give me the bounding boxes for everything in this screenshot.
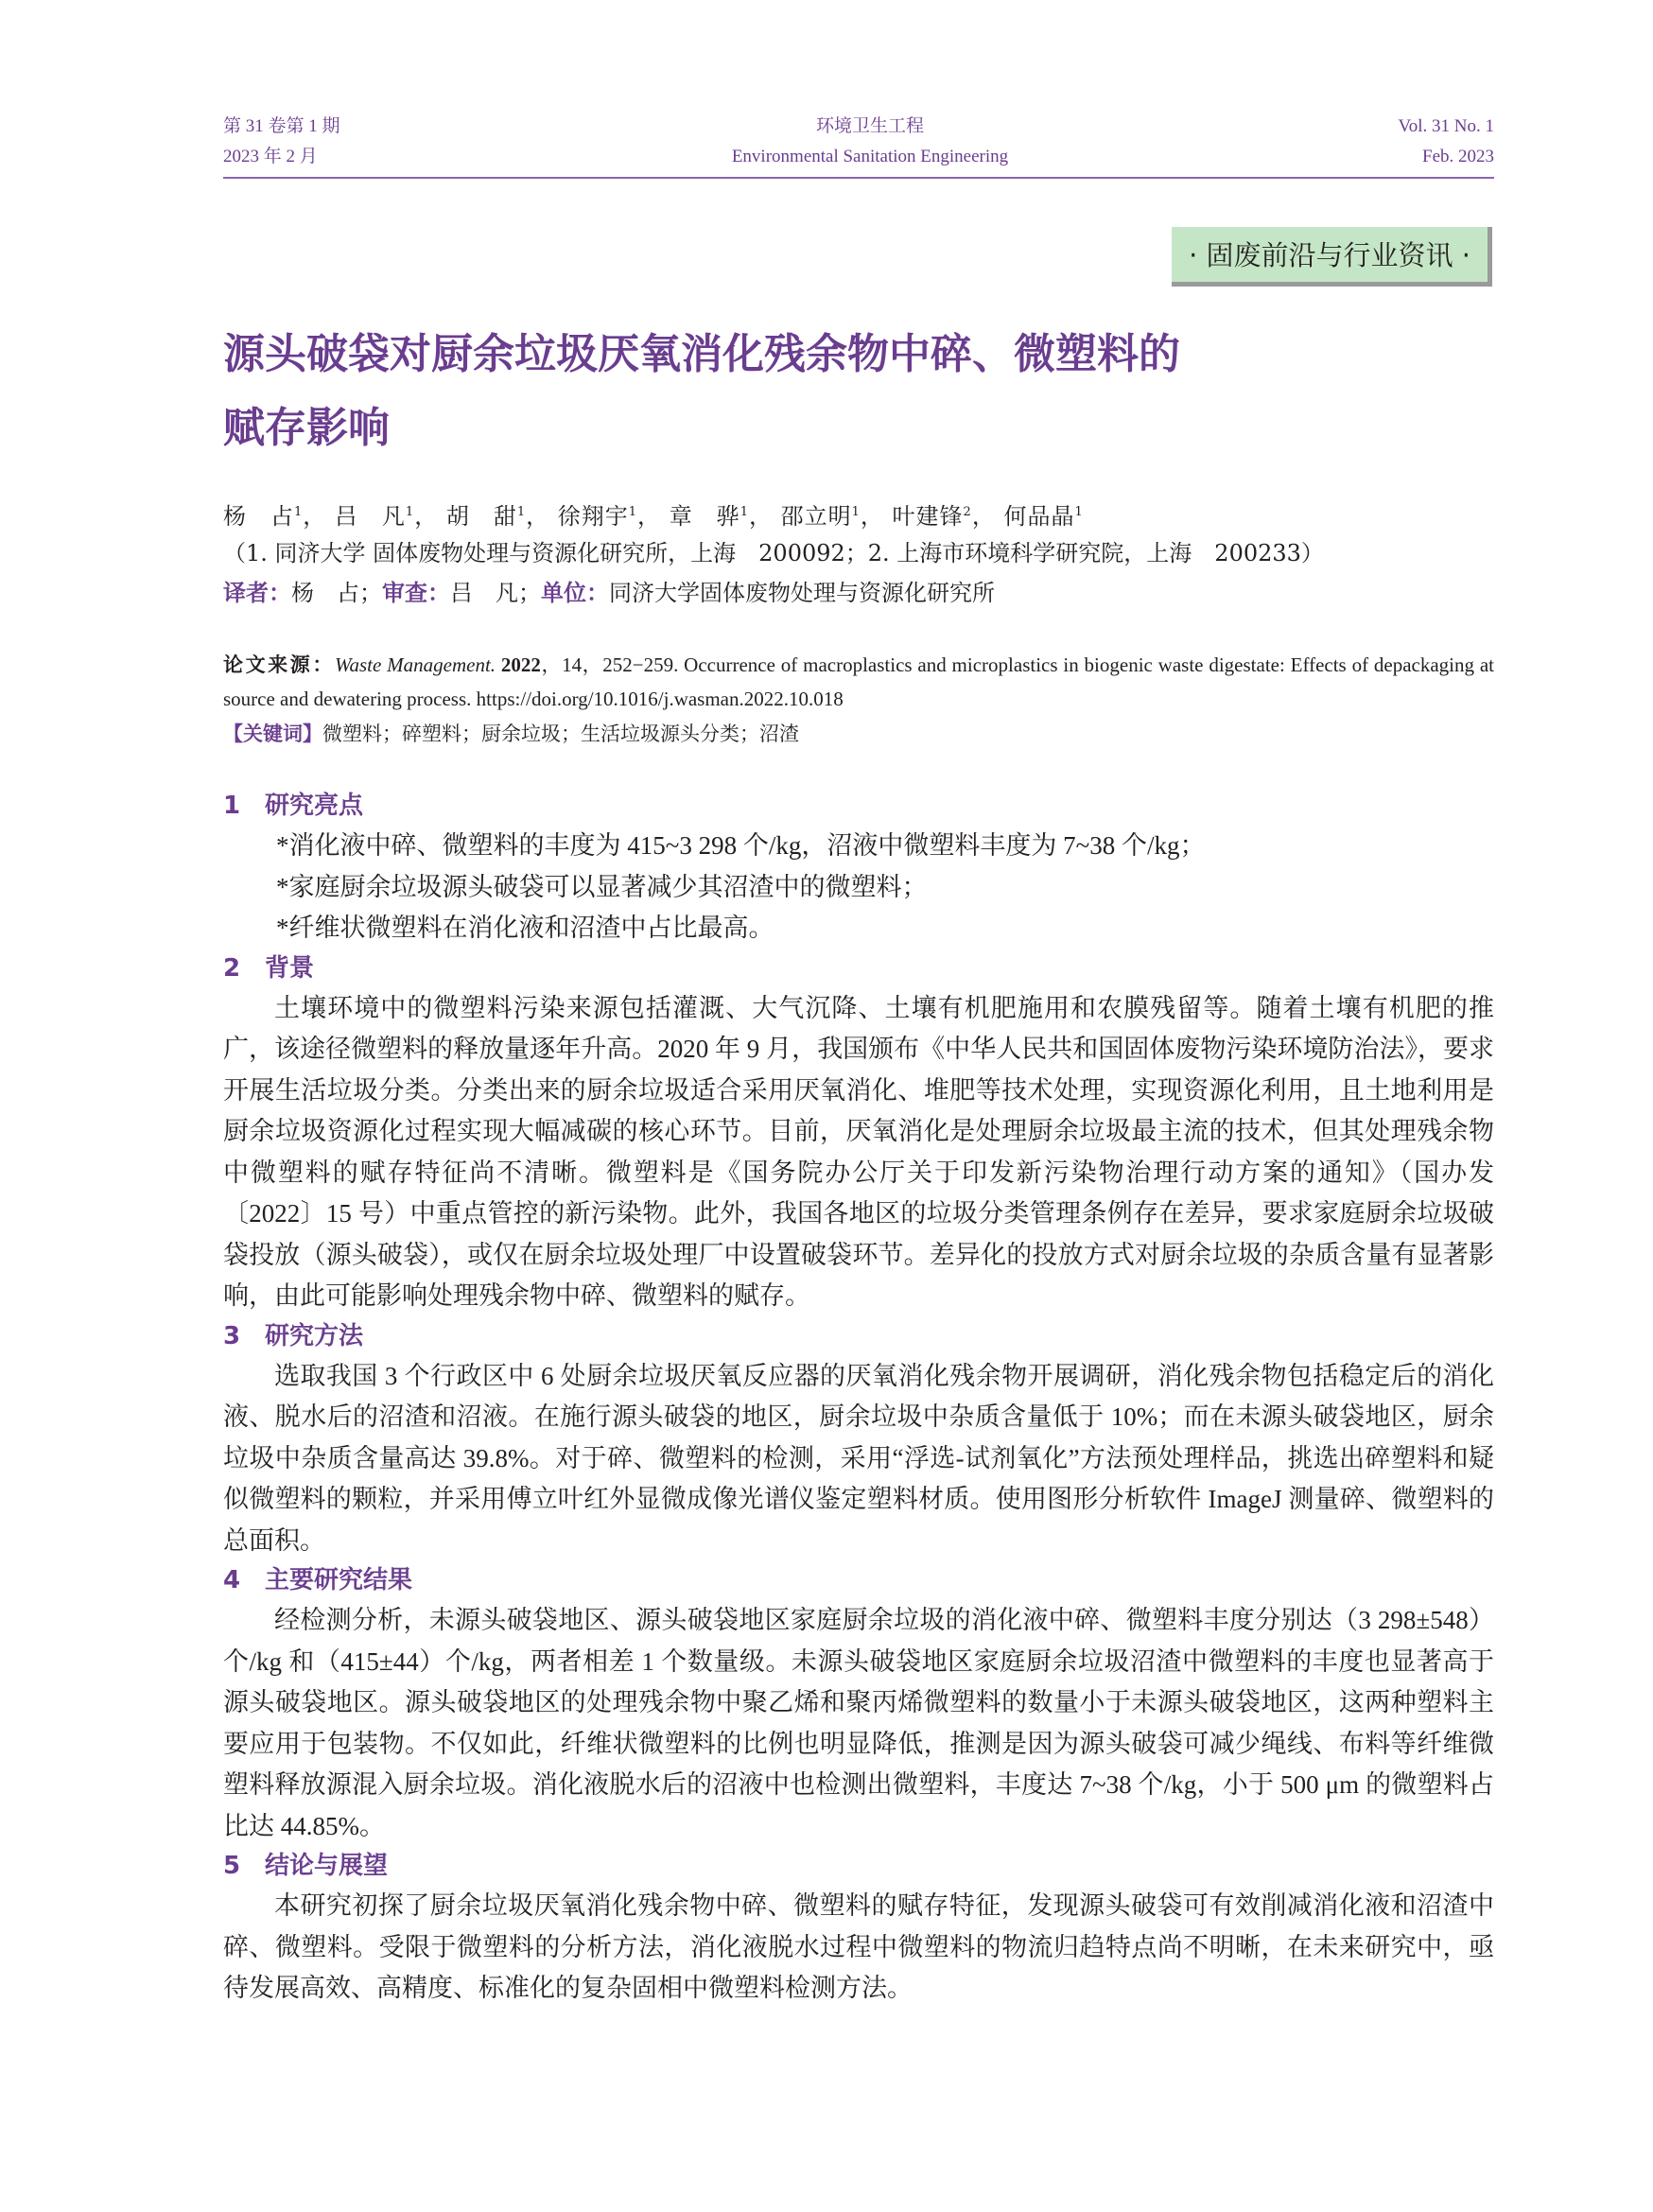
title-line-1: 源头破袋对厨余垃圾厌氧消化残余物中碎、微塑料的 — [223, 330, 1180, 378]
date-en: Feb. 2023 — [1422, 147, 1494, 166]
reviewer-label: 审查： — [382, 580, 450, 606]
translator-line — [223, 574, 1494, 612]
header-center — [662, 112, 1078, 172]
source-journal: Waste Management. — [334, 653, 496, 676]
highlights-list — [223, 826, 1494, 949]
section-heading-results: 4 主要研究结果 — [223, 1566, 413, 1594]
source-year: 2022 — [500, 653, 541, 676]
column-tag: · 固废前沿与行业资讯 · — [1172, 227, 1492, 287]
author: 徐翔宇$^1$ — [557, 503, 638, 530]
volume-en: Vol. 31 No. 1 — [1398, 116, 1494, 136]
methods-paragraph: 选取我国 3 个行政区中 6 处厨余垃圾厌氧反应器的厌氧消化残余物开展调研，消化残余物包括稳定后的消化液、脱水后的沼渣和沼液。在施行源头破袋的地区，厨余垃圾中杂质含量低于 10%；而在未源头破袋地区，厨余垃圾中杂质含量高达 39.8%。对于碎、微塑料的检测，采用“浮选-试剂氧化”方法预处理样品，挑选出碎塑料和疑似微塑料的颗粒，并采用傅立叶红外显微成像光谱仪鉴定塑料材质。使用图形分析软件 ImageJ 测量碎、微塑料的总面积。 — [223, 1361, 1494, 1555]
highlight-item: *纤维状微塑料在消化液和沼渣中占比最高。 — [276, 914, 774, 942]
author-list: 杨 占$^1$， 吕 凡$^1$， 胡 甜$^1$， 徐翔宇$^1$， 章 骅$^1$， 邵立明$^1$， 叶建锋$^2$， 何品晶$^1$ — [223, 503, 1084, 530]
keywords-text: 微塑料；碎塑料；厨余垃圾；生活垃圾源头分类；沼渣 — [322, 723, 799, 745]
date-cn: 2023 年 2 月 — [223, 147, 318, 166]
reviewer-name: 吕 凡； — [450, 580, 541, 606]
article-body — [223, 787, 1494, 2010]
section-heading-highlights: 1 研究亮点 — [223, 792, 364, 820]
background-paragraph: 土壤环境中的微塑料污染来源包括灌溉、大气沉降、土壤有机肥施用和农膜残留等。随着土壤有机肥的推广，该途径微塑料的释放量逐年升高。2020 年 9 月，我国颁布《中华人民共和国固体废物污染环境防治法》，要求开展生活垃圾分类。分类出来的厨余垃圾适合采用厌氧消化、堆肥等技术处理，实现资源化利用，且土地利用是厨余垃圾资源化过程实现大幅减碳的核心环节。目前，厌氧消化是处理厨余垃圾最主流的技术，但其处理残余物中微塑料的赋存特征尚不清晰。微塑料是《国务院办公厅关于印发新污染物治理行动方案的通知》（国办发〔2022〕15 号）中重点管控的新污染物。此外，我国各地区的垃圾分类管理条例存在差异，要求家庭厨余垃圾破袋投放（源头破袋），或仅在厨余垃圾处理厂中设置破袋环节。差异化的投放方式对厨余垃圾的杂质含量有显著影响，由此可能影响处理残余物中碎、微塑料的赋存。 — [223, 993, 1494, 1310]
journal-name-en: Environmental Sanitation Engineering — [731, 147, 1009, 166]
author: 胡 甜$^1$ — [445, 503, 527, 530]
author: 章 骅$^1$ — [669, 503, 749, 530]
author: 吕 凡$^1$ — [334, 503, 415, 530]
conclusion-paragraph: 本研究初探了厨余垃圾厌氧消化残余物中碎、微塑料的赋存特征，发现源头破袋可有效削减消化液和沼渣中碎、微塑料。受限于微塑料的分析方法，消化液脱水过程中微塑料的物流归趋特点尚不明晰，在未来研究中，亟待发展高效、高精度、标准化的复杂固相中微塑料检测方法。 — [223, 1891, 1494, 2002]
journal-name-cn: 环境卫生工程 — [815, 116, 924, 136]
author: 何品晶$^1$ — [1003, 503, 1084, 530]
highlight-item: *家庭厨余垃圾源头破袋可以显著减少其沼渣中的微塑料； — [276, 872, 928, 901]
volume-cn: 第 31 卷第 1 期 — [223, 116, 340, 136]
source-label: 论文来源： — [223, 653, 335, 676]
keywords-label: 【关键词】 — [223, 723, 322, 745]
unit-label: 单位： — [541, 580, 609, 606]
unit-name: 同济大学固体废物处理与资源化研究所 — [609, 580, 995, 606]
affiliations: （1. 同济大学 固体废物处理与资源化研究所，上海 200092；2. 上海市环境科学研究院，上海 200233） — [223, 540, 1324, 566]
title-line-2: 赋存影响 — [223, 404, 390, 452]
translator-label: 译者： — [223, 580, 291, 606]
author: 邵立明$^1$ — [780, 503, 861, 530]
section-heading-methods: 3 研究方法 — [223, 1321, 364, 1350]
header-divider — [223, 177, 1494, 179]
keywords — [223, 717, 1494, 751]
header-left — [223, 112, 340, 172]
results-paragraph: 经检测分析，未源头破袋地区、源头破袋地区家庭厨余垃圾的消化液中碎、微塑料丰度分别达（3 298±548）个/kg 和（415±44）个/kg，两者相差 1 个数量级。未源头破袋地区家庭厨余垃圾沼渣中微塑料的丰度也显著高于源头破袋地区。源头破袋地区的处理残余物中聚乙烯和聚丙烯微塑料的数量小于未源头破袋地区，这两种塑料主要应用于包装物。不仅如此，纤维状微塑料的比例也明显降低，推测是因为源头破袋可减少绳线、布料等纤维微塑料释放源混入厨余垃圾。消化液脱水后的沼液中也检测出微塑料，丰度达 7~38 个/kg，小于 500 μm 的微塑料占比达 44.85%。 — [223, 1606, 1494, 1840]
author: 杨 占$^1$ — [223, 503, 304, 530]
section-heading-conclusion: 5 结论与展望 — [223, 1852, 389, 1880]
section-heading-background: 2 背景 — [223, 953, 315, 983]
translator-name: 杨 占； — [291, 580, 382, 606]
source-citation: ，14，252−259. Occurrence of macroplastics and microplastics in biogenic waste digestate: Effects of depackaging at source and dewatering process. https://doi.org/10.1016/j.wasman.2022.10.018 — [223, 653, 1495, 710]
paper-source — [223, 648, 1494, 716]
author: 叶建锋$^2$ — [892, 503, 972, 530]
header-right — [1398, 112, 1494, 172]
article-title — [223, 318, 1481, 465]
highlight-item: *消化液中碎、微塑料的丰度为 415~3 298 个/kg，沼液中微塑料丰度为 7~38 个/kg； — [276, 831, 1206, 860]
